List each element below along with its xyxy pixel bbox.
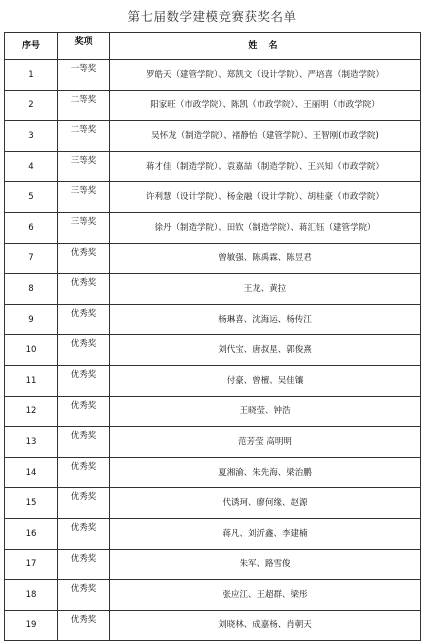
row-no: 10 xyxy=(5,335,58,366)
table-header-row xyxy=(5,33,421,60)
row-no: 3 xyxy=(5,121,58,152)
row-names: 蒋才佳（制造学院）、袁嘉喆（制造学院）、王兴知（市政学院） xyxy=(110,151,421,182)
row-no: 4 xyxy=(5,151,58,182)
row-no: 19 xyxy=(5,610,58,641)
row-names: 张应江、王超群、梁彤 xyxy=(110,580,421,611)
row-names: 范芳莹 高明明 xyxy=(110,427,421,458)
row-no: 11 xyxy=(5,365,58,396)
row-names: 王龙、黄拉 xyxy=(110,274,421,305)
row-names: 曾敏强、陈禹霖、陈昱君 xyxy=(110,243,421,274)
table-row xyxy=(5,365,421,396)
table-row xyxy=(5,488,421,519)
row-award: 三等奖 xyxy=(58,212,110,243)
row-no: 7 xyxy=(5,243,58,274)
row-no: 12 xyxy=(5,396,58,427)
row-award: 优秀奖 xyxy=(58,488,110,519)
header-names-label: 姓 名 xyxy=(248,41,282,51)
header-award: 奖项 xyxy=(58,33,110,60)
row-award: 优秀奖 xyxy=(58,549,110,580)
row-award: 二等奖 xyxy=(58,121,110,152)
row-award: 优秀奖 xyxy=(58,304,110,335)
awards-table xyxy=(4,32,421,641)
row-no: 18 xyxy=(5,580,58,611)
table-row xyxy=(5,90,421,121)
table-row xyxy=(5,243,421,274)
table-row xyxy=(5,457,421,488)
table-row xyxy=(5,335,421,366)
table-row xyxy=(5,427,421,458)
table-row xyxy=(5,274,421,305)
row-names: 朱军、路雪俊 xyxy=(110,549,421,580)
row-no: 8 xyxy=(5,274,58,305)
header-names xyxy=(110,33,421,60)
row-no: 17 xyxy=(5,549,58,580)
table-row xyxy=(5,396,421,427)
row-no: 16 xyxy=(5,518,58,549)
row-award: 优秀奖 xyxy=(58,243,110,274)
row-names: 徐丹（制造学院）、田钦（制造学院）、蒋汇钰（建管学院） xyxy=(110,212,421,243)
row-no: 5 xyxy=(5,182,58,213)
row-no: 2 xyxy=(5,90,58,121)
row-no: 1 xyxy=(5,60,58,91)
table-row xyxy=(5,151,421,182)
row-award: 优秀奖 xyxy=(58,365,110,396)
row-award: 三等奖 xyxy=(58,151,110,182)
row-no: 9 xyxy=(5,304,58,335)
row-no: 14 xyxy=(5,457,58,488)
row-names: 付豪、曾檀、吴佳镶 xyxy=(110,365,421,396)
row-names: 刘代宝、唐叔星、郭俊熹 xyxy=(110,335,421,366)
row-award: 优秀奖 xyxy=(58,457,110,488)
row-award: 优秀奖 xyxy=(58,274,110,305)
row-award: 优秀奖 xyxy=(58,335,110,366)
table-row xyxy=(5,580,421,611)
table-row xyxy=(5,518,421,549)
table-row xyxy=(5,610,421,641)
row-names: 许利慧（设计学院）、杨金融（设计学院）、胡桂豪（市政学院） xyxy=(110,182,421,213)
row-names: 罗皓天（建管学院）、郑凯文（设计学院）、严培喜（制造学院） xyxy=(110,60,421,91)
row-award: 一等奖 xyxy=(58,60,110,91)
row-names: 阳家旺（市政学院）、陈凯（市政学院）、王丽明（市政学院） xyxy=(110,90,421,121)
document-title: 第七届数学建模竞赛获奖名单 xyxy=(127,9,297,24)
row-award: 优秀奖 xyxy=(58,396,110,427)
row-award: 优秀奖 xyxy=(58,580,110,611)
row-award: 优秀奖 xyxy=(58,610,110,641)
row-no: 6 xyxy=(5,212,58,243)
table-row xyxy=(5,60,421,91)
row-names: 夏湘渝、朱先海、梁治鹏 xyxy=(110,457,421,488)
table-row xyxy=(5,121,421,152)
table-row xyxy=(5,549,421,580)
table-row xyxy=(5,304,421,335)
table-row xyxy=(5,212,421,243)
row-names: 代诱珂、廖何缘、赵源 xyxy=(110,488,421,519)
row-names: 王晓莹、钟浩 xyxy=(110,396,421,427)
row-names: 杨琳喜、沈海运、杨传江 xyxy=(110,304,421,335)
table-row xyxy=(5,182,421,213)
header-no: 序号 xyxy=(5,33,58,60)
row-names: 刘晓林、成嘉杨、肖朝天 xyxy=(110,610,421,641)
row-no: 15 xyxy=(5,488,58,519)
row-award: 二等奖 xyxy=(58,90,110,121)
row-no: 13 xyxy=(5,427,58,458)
row-award: 优秀奖 xyxy=(58,518,110,549)
row-award: 三等奖 xyxy=(58,182,110,213)
row-names: 吴怀龙（制造学院）、褚静怡（建管学院）、王智刚(市政学院) xyxy=(110,121,421,152)
row-award: 优秀奖 xyxy=(58,427,110,458)
row-names: 蒋凡、刘沂鑫、李建楠 xyxy=(110,518,421,549)
